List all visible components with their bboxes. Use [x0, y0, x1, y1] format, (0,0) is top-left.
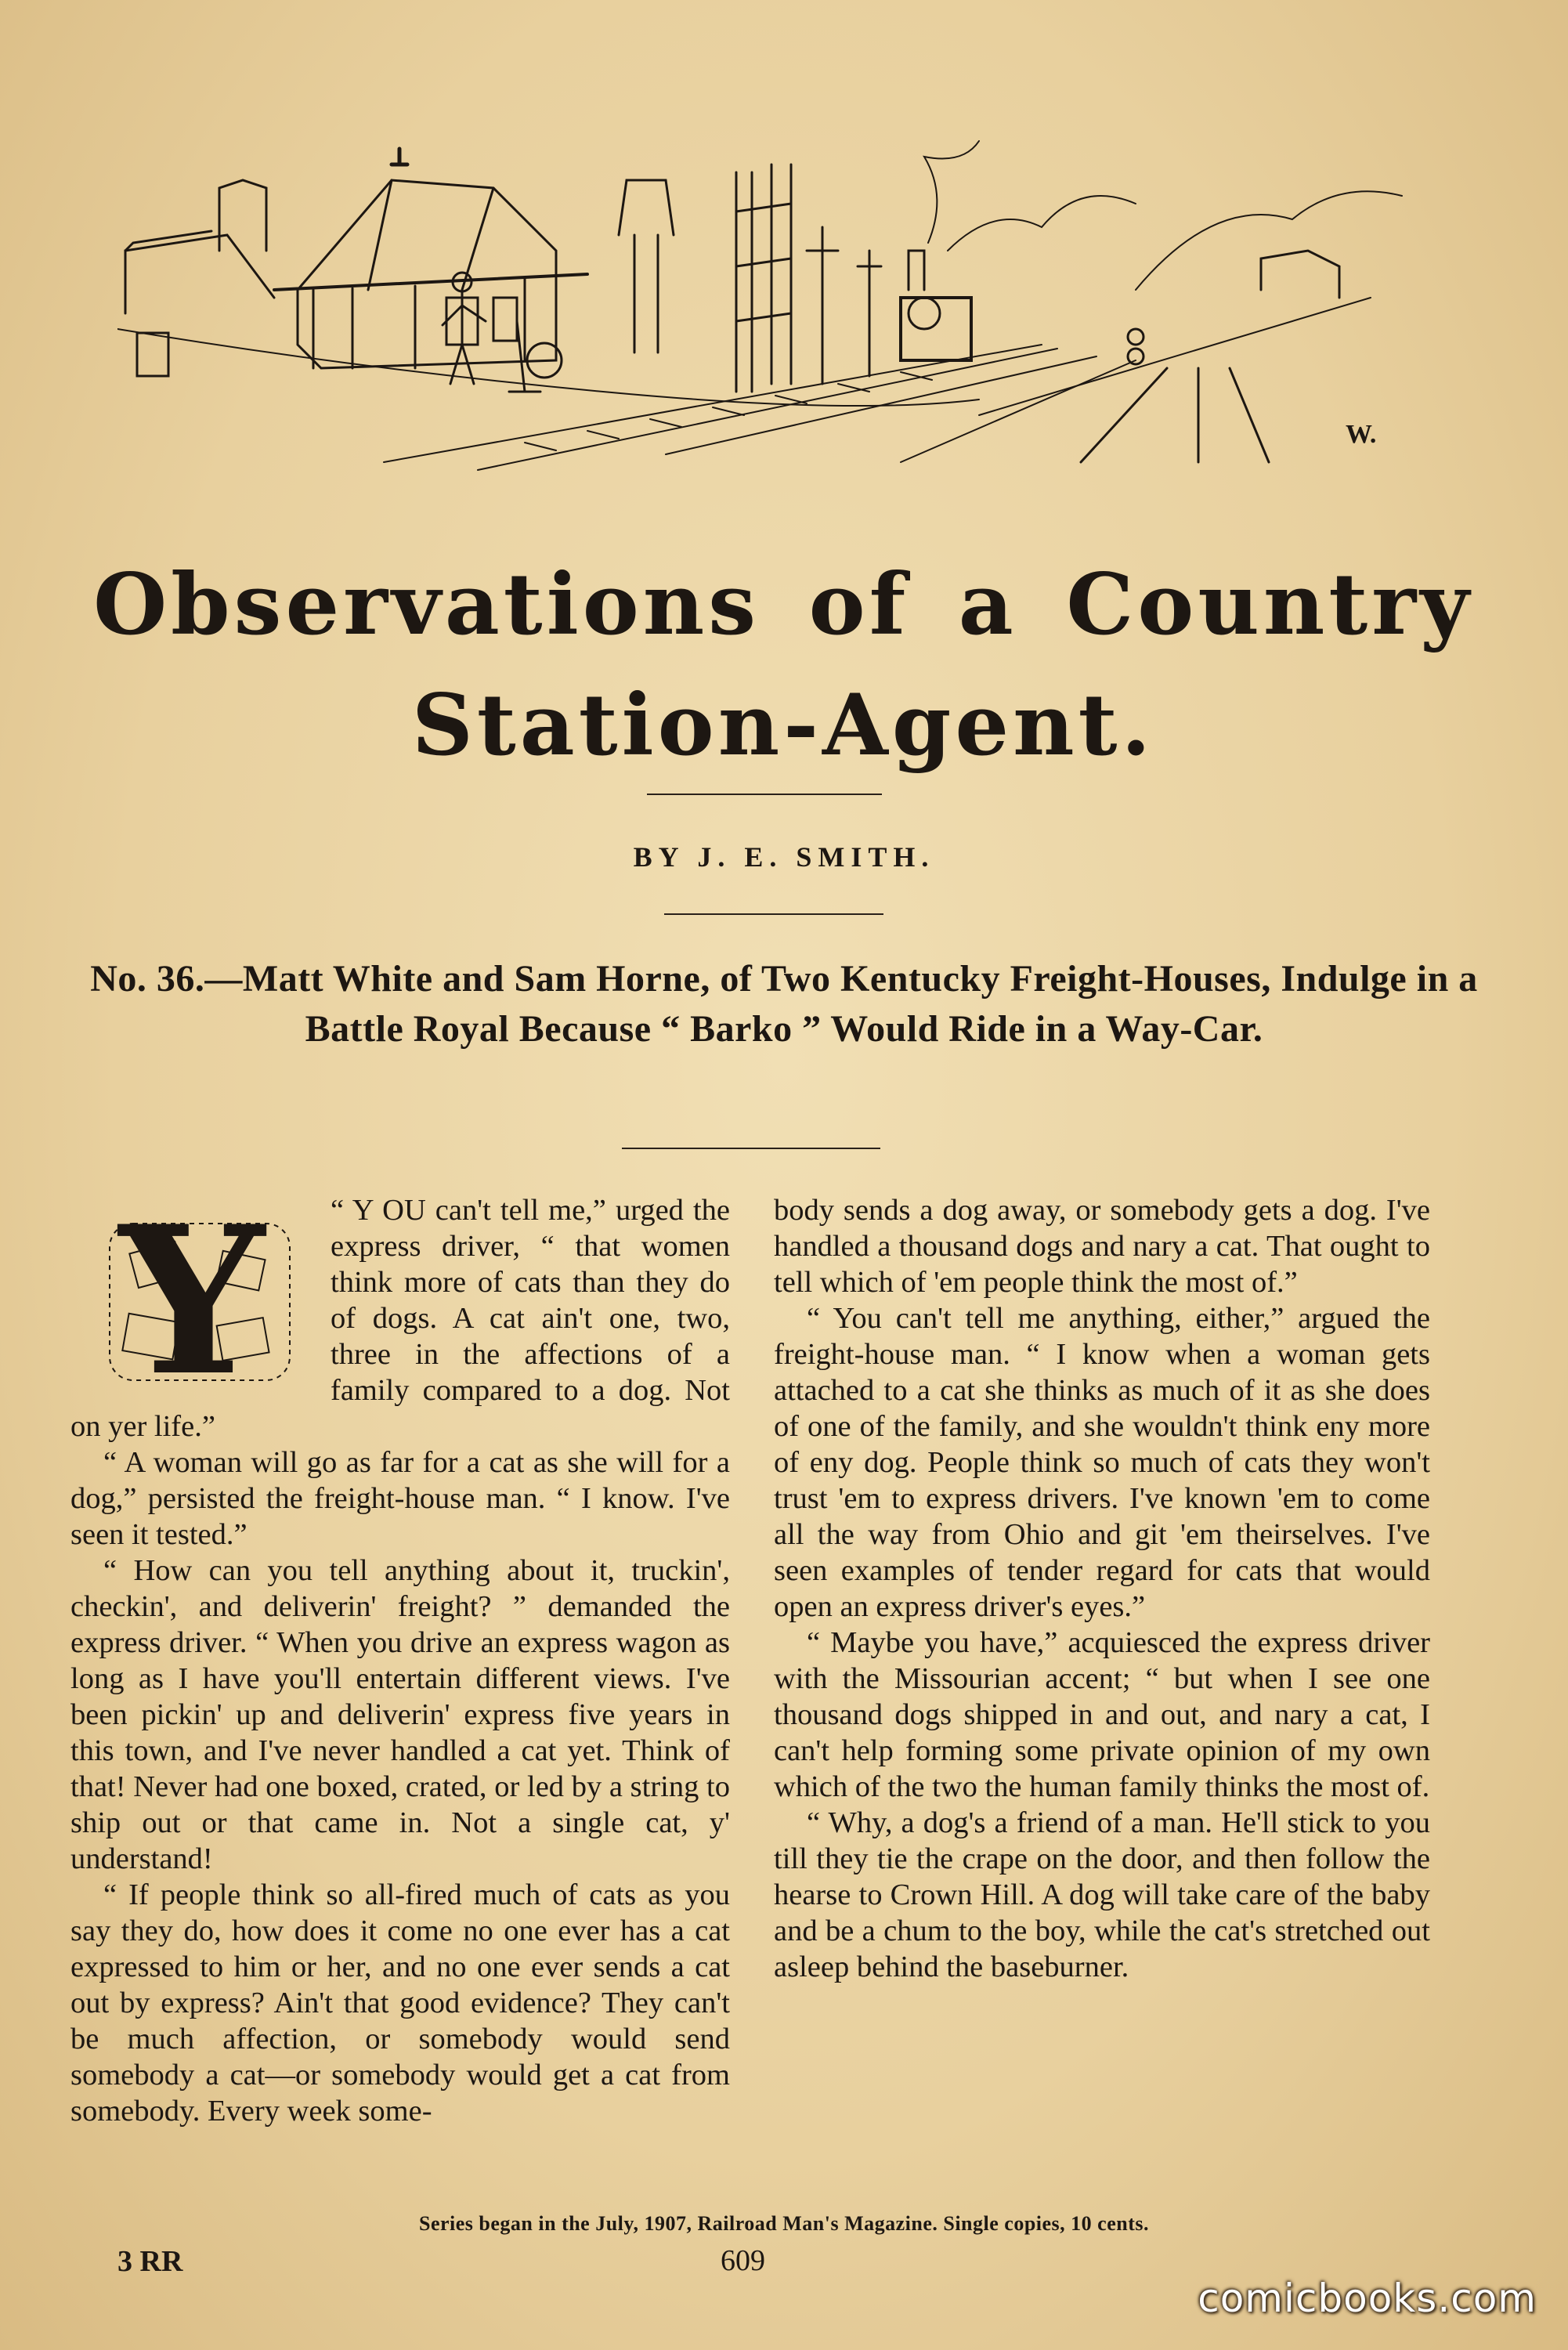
divider-rule	[664, 913, 883, 915]
text-column-left	[70, 1192, 730, 2129]
divider-rule	[647, 794, 882, 795]
byline: BY J. E. SMITH.	[633, 841, 935, 873]
text-column-right	[774, 1192, 1430, 1985]
divider-rule	[622, 1148, 880, 1149]
paragraph: “ Why, a dog's a friend of a man. He'll stick to you till they tie the crape on the door, and then follow the hearse to Crown Hill. A dog will take care of the baby and be a chum to the boy, while the cat's stretched out asleep behind the baseburner.	[774, 1806, 1430, 1983]
article-title-line1: Observations of a Country	[93, 555, 1473, 654]
article-subtitle: No. 36.—Matt White and Sam Horne, of Two Kentucky Freight-Houses, Indulge in a Battle Royal Because “ Barko ” Would Ride in a Way-Car.	[90, 958, 1478, 1050]
paragraph: “ How can you tell anything about it, truckin', checkin', and deliverin' freight? ” demanded the express driver. “ When you drive an express wagon as long as I have you'll entertain different views. I've been pickin' up and deliverin' express five years in this town, and I've never handled a cat yet. Think of that! Never had one boxed, crated, or led by a string to ship out or that came in. Not a single cat, y' understand!	[70, 1554, 730, 1875]
paragraph: “ You can't tell me anything, either,” argued the freight-house man. “ I know when a woman gets attached to a cat she thinks as much of it as she does of one of the family, and she wouldn't think eny more of eny dog. People think so much of cats they won't trust 'em to express drivers. I've known 'em to come all the way from Ohio and git 'em theirselves. I've seen examples of tender regard for cats that would open an express driver's eyes.”	[774, 1302, 1430, 1623]
article-title-line2: Station-Agent.	[411, 676, 1155, 775]
series-footnote: Series began in the July, 1907, Railroad Man's Magazine. Single copies, 10 cents.	[419, 2212, 1149, 2235]
paragraph: body sends a dog away, or somebody gets a dog. I've handled a thousand dogs and nary a cat. That ought to tell which of 'em people think the most of.”	[774, 1194, 1430, 1299]
paragraph: “ If people think so all-fired much of cats as you say they do, how does it come no one ever has a cat expressed to him or her, and no one ever sends a cat out by express? Ain't that good evidence? They can't be much affection, or somebody would send somebody a cat—or somebody would get a cat from somebody. Every week some-	[70, 1878, 730, 2128]
page-number: 609	[721, 2244, 765, 2277]
paragraph: “ A woman will go as far for a cat as she will for a dog,” persisted the freight-house man. “ I know. I've seen it tested.”	[70, 1446, 730, 1551]
railroad-station-illustration	[117, 133, 1433, 478]
illustration-signature: W.	[1346, 420, 1377, 449]
watermark: comicbooks.com	[1198, 2276, 1537, 2321]
paragraph: “ Maybe you have,” acquiesced the express driver with the Missourian accent; “ but when I see one thousand dogs shipped in and out, and nary a cat, I can't help forming some private opinion of my own which of the two the human family thinks the most of.	[774, 1626, 1430, 1803]
decorative-dropcap	[63, 1192, 321, 1404]
dropcap-letter: Y	[119, 1192, 265, 1404]
paragraph: “ Y OU can't tell me,” urged the express driver, “ that women think more of cats than they do of dogs. A cat ain't one, two, three in the affections of a family compared to a dog. Not on yer life.”	[70, 1194, 730, 1443]
signature-folio: 3 RR	[117, 2245, 183, 2278]
